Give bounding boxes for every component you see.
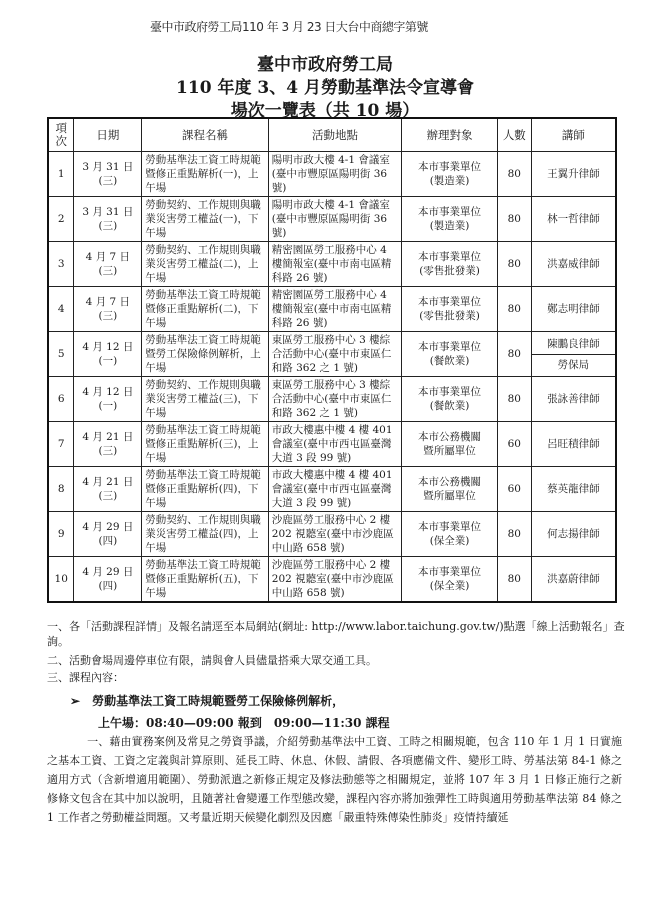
cell-venue	[268, 242, 401, 287]
row-target: 本市事業單位	[418, 206, 482, 218]
cell-no	[48, 422, 74, 467]
row-target: 本市事業單位	[418, 521, 482, 533]
note-website: 一、各「活動課程詳情」及報名請逕至本局網站(網址: http://www.labor.taichung.gov.tw/)點選「線上活動報名」查詢。	[47, 620, 625, 648]
row-date: 4 月 12 日	[82, 386, 134, 398]
session-time: 上午場：08:40—09:00 報到 09:00—11:30 課程	[98, 716, 390, 730]
row-date: 4 月 29 日	[82, 566, 134, 578]
cell-date	[74, 152, 142, 197]
cell-date	[74, 422, 142, 467]
row-venue: 精密園區勞工服務中心 4 樓簡報室(臺中市南屯區精科路 26 號)	[271, 244, 392, 284]
arrow-icon: ➢	[70, 694, 81, 708]
row-weekday: (三)	[98, 490, 118, 502]
receipt-stamp	[150, 18, 428, 35]
row-target-sub: (保全業)	[429, 535, 470, 547]
row-course: 勞動基準法工資工時規範暨修正重點解析(三)，上午場	[145, 424, 261, 464]
row-lecturer: 呂旺積律師	[547, 438, 600, 450]
cell-lecturer	[531, 242, 616, 287]
cell-course	[142, 152, 269, 197]
row-weekday: (三)	[98, 445, 118, 457]
header-venue: 活動地點	[268, 118, 401, 152]
cell-no	[48, 557, 74, 603]
row-target-sub: (餐飲業)	[429, 355, 470, 367]
cell-course	[142, 332, 269, 377]
row-count: 80	[507, 573, 521, 585]
table-header-row	[48, 118, 616, 152]
row-no: 7	[57, 438, 65, 450]
cell-target	[402, 422, 498, 467]
cell-course	[142, 512, 269, 557]
row-course: 勞動基準法工資工時規範暨修正重點解析(四)，下午場	[145, 469, 261, 509]
cell-count	[497, 332, 531, 377]
cell-lecturer	[531, 512, 616, 557]
cell-target	[402, 197, 498, 242]
cell-date	[74, 512, 142, 557]
row-course: 勞動契約、工作規則與職業災害勞工權益(一)，下午場	[145, 199, 261, 239]
course-description-text: 一、藉由實務案例及常見之勞資爭議，介紹勞動基準法中工資、工時之相關規範，包含 110 年 1 月 1 日實施之基本工資、工資之定義與計算原則、延長工時、休息、休假、請假、各項應備文件、變形工時、勞基法第 84-1 條之適用方式（含新增適用範圍）、勞動派遣之新修正規定及修法動態等之相關規定，並將 107 年 3 月 1 日修正施行之新修條文包含在其中加以說明，且隨著社會變遷工作型態改變，課程內容亦將加強彈性工時與適用勞動基準法第 84 條之 1 工作者之勞動權益問題。又考量近期天候變化劇烈及因應「嚴重特殊傳染性肺炎」疫情持續延	[47, 735, 622, 824]
row-target-sub: (餐飲業)	[429, 400, 470, 412]
cell-lecturer	[531, 152, 616, 197]
section-heading-text: 勞動基準法工資工時規範暨勞工保險條例解析，	[92, 694, 345, 708]
row-lecturer: 張詠善律師	[547, 393, 600, 405]
cell-target	[402, 287, 498, 332]
note-course-content: 三、課程內容：	[47, 671, 124, 684]
course-description	[47, 732, 622, 827]
cell-venue	[268, 152, 401, 197]
document-title-agency: 臺中市政府勞工局	[257, 55, 393, 75]
row-target-sub: 暨所屬單位	[423, 490, 476, 502]
cell-venue	[268, 287, 401, 332]
header-no: 項次	[48, 118, 74, 152]
row-weekday: (三)	[98, 175, 118, 187]
row-count: 80	[507, 303, 521, 315]
row-date: 4 月 21 日	[82, 431, 134, 443]
document-title-event: 110 年度 3、4 月勞動基準法令宣導會	[176, 78, 474, 98]
table-row	[48, 467, 616, 512]
cell-target	[402, 512, 498, 557]
cell-date	[74, 197, 142, 242]
cell-target	[402, 242, 498, 287]
row-date: 4 月 12 日	[82, 341, 134, 353]
cell-course	[142, 377, 269, 422]
table-row	[48, 287, 616, 332]
row-target: 本市事業單位	[418, 341, 482, 353]
cell-venue	[268, 197, 401, 242]
row-target-sub: (製造業)	[429, 175, 470, 187]
cell-count	[497, 197, 531, 242]
table-row	[48, 242, 616, 287]
row-date: 3 月 31 日	[82, 206, 134, 218]
row-weekday: (三)	[98, 265, 118, 277]
row-no: 9	[57, 528, 65, 540]
row-date: 4 月 7 日	[85, 296, 131, 308]
cell-venue	[268, 467, 401, 512]
row-venue: 陽明市政大樓 4-1 會議室(臺中市豐原區陽明街 36 號)	[271, 154, 390, 194]
row-date: 4 月 29 日	[82, 521, 134, 533]
cell-no	[48, 377, 74, 422]
row-lecturer: 蔡英龍律師	[547, 483, 600, 495]
row-lecturer: 鄭志明律師	[547, 303, 600, 315]
row-count: 80	[507, 168, 521, 180]
row-target: 本市事業單位	[418, 386, 482, 398]
row-weekday: (四)	[98, 580, 118, 592]
cell-target	[402, 377, 498, 422]
cell-count	[497, 512, 531, 557]
header-lecturer: 講師	[531, 118, 616, 152]
table-row	[48, 197, 616, 242]
cell-lecturer	[531, 332, 616, 377]
row-target: 本市公務機關	[418, 431, 482, 443]
row-course: 勞動基準法工資工時規範暨修正重點解析(一)，上午場	[145, 154, 261, 194]
row-venue: 東區勞工服務中心 3 樓綜合活動中心(臺中市東區仁和路 362 之 1 號)	[271, 379, 392, 419]
cell-count	[497, 557, 531, 603]
row-lecturer: 林一哲律師	[547, 213, 600, 225]
row-course: 勞動契約、工作規則與職業災害勞工權益(四)，上午場	[145, 514, 261, 554]
row-no: 6	[57, 393, 65, 405]
row-target: 本市事業單位	[418, 161, 482, 173]
row-course: 勞動契約、工作規則與職業災害勞工權益(二)，上午場	[145, 244, 261, 284]
row-weekday: (一)	[98, 400, 118, 412]
row-count: 80	[507, 213, 521, 225]
cell-no	[48, 152, 74, 197]
row-venue: 沙鹿區勞工服務中心 2 樓 202 視聽室(臺中市沙鹿區中山路 658 號)	[271, 514, 394, 554]
table-row	[48, 152, 616, 197]
cell-target	[402, 332, 498, 377]
row-weekday: (三)	[98, 220, 118, 232]
row-target: 本市公務機關	[418, 476, 482, 488]
row-lecturer: 洪嘉威律師	[547, 258, 600, 270]
row-date: 4 月 21 日	[82, 476, 134, 488]
cell-venue	[268, 377, 401, 422]
row-venue: 陽明市政大樓 4-1 會議室(臺中市豐原區陽明街 36 號)	[271, 199, 390, 239]
row-lecturer: 何志揚律師	[547, 528, 600, 540]
row-course: 勞動基準法工資工時規範暨修正重點解析(五)，下午場	[145, 559, 261, 599]
row-count: 80	[507, 393, 521, 405]
cell-date	[74, 557, 142, 603]
row-weekday: (一)	[98, 355, 118, 367]
cell-count	[497, 467, 531, 512]
header-target: 辦理對象	[402, 118, 498, 152]
row-target: 本市事業單位	[418, 566, 482, 578]
cell-course	[142, 422, 269, 467]
row-weekday: (三)	[98, 310, 118, 322]
section-heading	[70, 692, 344, 709]
row-count: 60	[507, 438, 521, 450]
row-venue: 東區勞工服務中心 3 樓綜合活動中心(臺中市東區仁和路 362 之 1 號)	[271, 334, 392, 374]
cell-course	[142, 287, 269, 332]
row-lecturer-extra: 勞保局	[532, 354, 615, 372]
document-title-schedule: 場次一覽表（共 10 場）	[230, 101, 420, 121]
header-date: 日期	[74, 118, 142, 152]
cell-lecturer	[531, 467, 616, 512]
cell-date	[74, 287, 142, 332]
stamp-prefix: 臺中市政府勞工局	[150, 20, 243, 34]
row-no: 8	[57, 483, 65, 495]
header-count: 人數	[497, 118, 531, 152]
cell-count	[497, 242, 531, 287]
row-target-sub: (製造業)	[429, 220, 470, 232]
cell-no	[48, 287, 74, 332]
stamp-ref-text: 110 年 3 月 23 日大台中商總字第	[242, 20, 417, 34]
schedule-table	[47, 117, 617, 603]
row-venue: 精密園區勞工服務中心 4 樓簡報室(臺中市南屯區精科路 26 號)	[271, 289, 392, 329]
row-weekday: (四)	[98, 535, 118, 547]
cell-venue	[268, 512, 401, 557]
cell-lecturer	[531, 422, 616, 467]
cell-count	[497, 377, 531, 422]
row-target: 本市事業單位	[418, 296, 482, 308]
row-course: 勞動基準法工資工時規範暨勞工保險條例解析，上午場	[145, 334, 261, 374]
cell-lecturer	[531, 287, 616, 332]
row-target-sub: (零售批發業)	[419, 265, 480, 277]
note-parking: 二、活動會場周邊停車位有限，請與會人員儘量搭乘大眾交通工具。	[47, 654, 377, 667]
cell-no	[48, 512, 74, 557]
cell-date	[74, 242, 142, 287]
cell-count	[497, 422, 531, 467]
row-target: 本市事業單位	[418, 251, 482, 263]
row-date: 3 月 31 日	[82, 161, 134, 173]
cell-course	[142, 557, 269, 603]
row-course: 勞動基準法工資工時規範暨修正重點解析(二)，下午場	[145, 289, 261, 329]
row-lecturer: 陳鵬良律師	[547, 337, 600, 350]
cell-no	[48, 332, 74, 377]
stamp-suffix: 號	[416, 20, 428, 34]
cell-target	[402, 467, 498, 512]
row-no: 3	[57, 258, 65, 270]
cell-no	[48, 242, 74, 287]
cell-lecturer	[531, 377, 616, 422]
row-target-sub: (保全業)	[429, 580, 470, 592]
row-lecturer: 洪嘉蔚律師	[547, 573, 600, 585]
cell-course	[142, 467, 269, 512]
row-no: 5	[57, 348, 65, 360]
cell-venue	[268, 557, 401, 603]
cell-date	[74, 332, 142, 377]
cell-target	[402, 557, 498, 603]
cell-lecturer	[531, 197, 616, 242]
row-count: 80	[507, 258, 521, 270]
cell-venue	[268, 422, 401, 467]
cell-count	[497, 152, 531, 197]
row-no: 1	[57, 168, 65, 180]
row-count: 80	[507, 348, 521, 360]
row-course: 勞動契約、工作規則與職業災害勞工權益(三)，下午場	[145, 379, 261, 419]
row-venue: 市政大樓惠中樓 4 樓 401 會議室(臺中市西屯區臺灣大道 3 段 99 號)	[271, 469, 393, 509]
cell-venue	[268, 332, 401, 377]
row-target-sub: (零售批發業)	[419, 310, 480, 322]
header-course: 課程名稱	[142, 118, 269, 152]
row-venue: 沙鹿區勞工服務中心 2 樓 202 視聽室(臺中市沙鹿區中山路 658 號)	[271, 559, 394, 599]
row-no: 2	[57, 213, 65, 225]
cell-no	[48, 197, 74, 242]
row-lecturer: 王翼升律師	[547, 168, 600, 180]
table-row	[48, 422, 616, 467]
table-row	[48, 377, 616, 422]
row-no: 10	[54, 573, 68, 585]
row-venue: 市政大樓惠中樓 4 樓 401 會議室(臺中市西屯區臺灣大道 3 段 99 號)	[271, 424, 393, 464]
cell-count	[497, 287, 531, 332]
row-target-sub: 暨所屬單位	[423, 445, 476, 457]
cell-course	[142, 197, 269, 242]
row-no: 4	[57, 303, 65, 315]
cell-target	[402, 152, 498, 197]
table-row	[48, 557, 616, 603]
table-row	[48, 332, 616, 377]
row-count: 60	[507, 483, 521, 495]
row-count: 80	[507, 528, 521, 540]
cell-lecturer	[531, 557, 616, 603]
row-date: 4 月 7 日	[85, 251, 131, 263]
cell-no	[48, 467, 74, 512]
cell-date	[74, 377, 142, 422]
table-row	[48, 512, 616, 557]
cell-date	[74, 467, 142, 512]
cell-course	[142, 242, 269, 287]
